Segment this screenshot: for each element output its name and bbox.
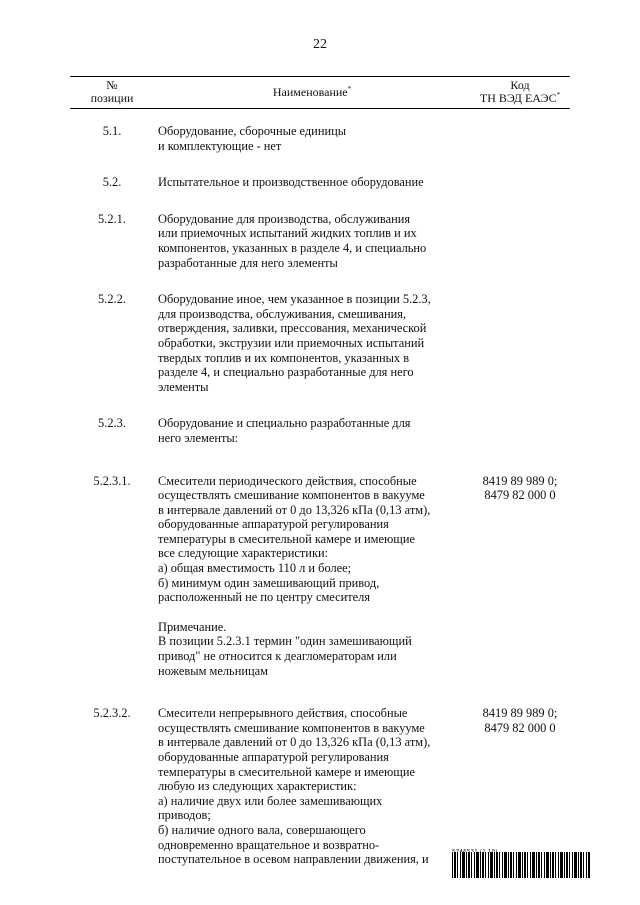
name-line: расположенный не по центру смесителя — [158, 590, 371, 605]
name-line: разработанные для него элементы — [158, 255, 338, 270]
table-row — [70, 706, 570, 867]
name-line: него элементы: — [158, 430, 239, 445]
header-name-footnote-mark: * — [347, 85, 352, 93]
position-name — [158, 124, 458, 153]
header-name — [154, 86, 470, 99]
name-line: б) минимум один замешивающий привод, — [158, 575, 380, 590]
table-row — [70, 124, 570, 153]
name-line: твердых топлив и их компонентов, указанных в — [158, 350, 410, 365]
name-line: приводов; — [158, 808, 211, 823]
code-line: 8479 82 000 0 — [484, 488, 556, 503]
page-number: 22 — [313, 37, 327, 52]
position-name — [158, 474, 458, 679]
position-name — [158, 706, 458, 867]
header-code — [470, 79, 570, 105]
code-line: 8419 89 989 0; — [482, 706, 558, 721]
header-code-footnote-mark: * — [556, 91, 561, 99]
table-row — [70, 212, 570, 270]
table-header — [70, 76, 570, 109]
code-line: 8479 82 000 0 — [484, 720, 556, 735]
name-line: и комплектующие - нет — [158, 138, 282, 153]
name-line: температуры в смесительной камере и имеющие — [158, 531, 415, 546]
header-num-line1: № — [106, 78, 118, 92]
position-name — [158, 416, 458, 445]
header-code-line1: Код — [510, 78, 530, 92]
name-line: осуществлять смешивание компонентов в вакууме — [158, 488, 425, 503]
position-note — [158, 620, 458, 678]
name-line: а) наличие двух или более замешивающих — [158, 793, 383, 808]
note-line: В позиции 5.2.3.1 термин "один замешивающий — [158, 634, 412, 649]
name-line: оборудованные аппаратурой регулирования — [158, 750, 389, 764]
name-line: осуществлять смешивание компонентов в вакууме — [158, 720, 425, 735]
name-line: б) наличие одного вала, совершающего — [158, 822, 366, 837]
name-line: все следующие характеристики: — [158, 546, 329, 561]
position-name — [158, 212, 458, 270]
position-number: 5.2. — [102, 175, 122, 190]
position-number: 5.1. — [102, 124, 122, 138]
name-line: поступательное в осевом направлении движения, и — [158, 852, 429, 867]
name-line: для производства, обслуживания, смешивания, — [158, 306, 407, 321]
name-line: в интервале давлений от 0 до 13,326 кПа (0,13 атм), — [158, 735, 431, 750]
name-line: элементы — [158, 379, 209, 394]
name-line: Испытательное и производственное оборудование — [158, 175, 424, 190]
table-body — [70, 124, 570, 867]
table-row — [70, 175, 570, 190]
position-name — [158, 175, 458, 190]
name-line: одновременно вращательное и возвратно- — [158, 837, 380, 852]
name-line: оборудованные аппаратурой регулирования — [158, 517, 389, 532]
position-number: 5.2.3. — [98, 416, 126, 431]
position-number: 5.2.1. — [98, 211, 126, 226]
tnved-code — [460, 474, 580, 503]
name-line: Смесители непрерывного действия, способные — [158, 706, 408, 721]
name-line: температуры в смесительной камере и имеющие — [158, 764, 415, 779]
table-row — [70, 474, 570, 679]
name-line: Смесители периодического действия, способные — [158, 473, 417, 488]
header-num-line2: позиции — [90, 91, 134, 105]
header-position-number — [70, 79, 154, 105]
name-line: любую из следующих характеристик: — [158, 779, 357, 794]
note-line: привод" не относится к деагломераторам или — [158, 649, 397, 664]
name-line: обработки, экструзии или приемочных испытаний — [158, 335, 425, 350]
name-line: Оборудование иное, чем указанное в позиции 5.2.3, — [158, 292, 431, 307]
name-line: а) общая вместимость 110 л и более; — [158, 561, 352, 576]
barcode-icon — [452, 852, 590, 878]
note-line: ножевым мельницам — [158, 663, 268, 678]
name-line: или приемочных испытаний жидких топлив и их — [158, 226, 417, 241]
note-line: Примечание. — [158, 619, 227, 634]
position-number: 5.2.3.2. — [93, 706, 131, 721]
header-name-text: Наименование — [272, 85, 348, 99]
name-line: разделе 4, и специально разработанные для него — [158, 365, 414, 380]
position-number: 5.2.3.1. — [93, 473, 131, 488]
name-line: Оборудование, сборочные единицы — [158, 124, 347, 138]
tnved-code — [460, 706, 580, 735]
name-line: компонентов, указанных в разделе 4, и специально — [158, 240, 427, 255]
name-line: Оборудование и специально разработанные для — [158, 416, 411, 431]
header-code-line2-text: ТН ВЭД ЕАЭС — [479, 91, 557, 105]
position-name — [158, 292, 458, 394]
name-line: отверждения, заливки, прессования, механической — [158, 321, 427, 336]
position-number: 5.2.2. — [98, 292, 126, 307]
name-line: Оборудование для производства, обслуживания — [158, 211, 411, 226]
header-code-line2 — [470, 92, 570, 105]
code-line: 8419 89 989 0; — [482, 473, 558, 488]
name-line: в интервале давлений от 0 до 13,326 кПа (0,13 атм), — [158, 502, 431, 517]
table-row — [70, 292, 570, 394]
table-row — [70, 416, 570, 445]
